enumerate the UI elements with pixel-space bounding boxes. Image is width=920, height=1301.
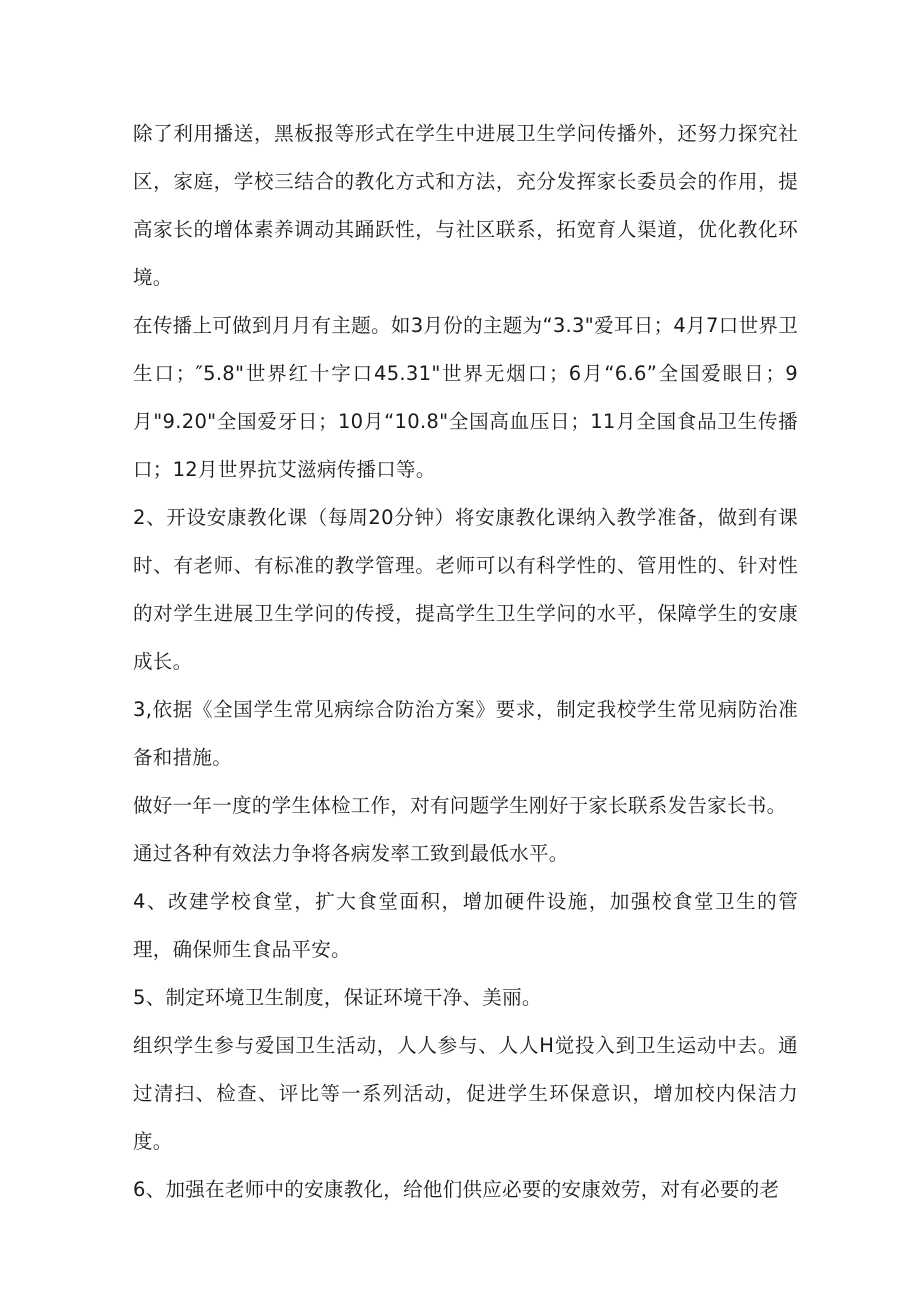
paragraph-7: 4、改建学校食堂，扩大食堂面积，增加硬件设施，加强校食堂卫生的管理，确保师生食品平安。 — [133, 890, 798, 961]
paragraph-2: 在传播上可做到月月有主题。如3月份的主题为“3.3"爱耳日；4月7口世界卫生口；″5.8"世界红十字口45.31"世界无烟口；6月“6.6”全国爱眼日；9月"9.20"全国爱牙日；10月“10.8"全国高血压日；11月全国食品卫生传播口；12月世界抗艾滋病传播口等。 — [133, 314, 798, 481]
paragraph-1: 除了利用播送，黑板报等形式在学生中进展卫生学问传播外，还努力探究社区，家庭，学校三结合的教化方式和方法，充分发挥家长委员会的作用，提高家长的增体素养调动其踊跃性，与社区联系，拓宽育人渠道，优化教化环境。 — [133, 122, 798, 289]
paragraph-5: 做好一年一度的学生体检工作，对有问题学生刚好于家长联系发告家长书。 — [133, 794, 787, 817]
paragraph-3: 2、开设安康教化课（每周20分钟）将安康教化课纳入教学准备，做到有课时、有老师、有标准的教学管理。老师可以有科学性的、管用性的、针对性的对学生进展卫生学问的传授，提高学生卫生学问的水平，保障学生的安康成长。 — [133, 506, 798, 673]
paragraph-4: 3,依据《全国学生常见病综合防治方案》要求，制定我校学生常见病防治准备和措施。 — [133, 698, 798, 769]
paragraph-10: 6、加强在老师中的安康教化，给他们供应必要的安康效劳，对有必要的老 — [133, 1178, 780, 1201]
paragraph-8: 5、制定环境卫生制度，保证环境干净、美丽。 — [133, 986, 542, 1009]
paragraph-9: 组织学生参与爱国卫生活动，人人参与、人人H觉投入到卫生运动中去。通过清扫、检查、评比等一系列活动，促进学生环保意识，增加校内保洁力度。 — [133, 1034, 798, 1153]
document-body — [133, 110, 798, 1214]
paragraph-6: 通过各种有效法力争将各病发率工致到最低水平。 — [133, 842, 569, 865]
